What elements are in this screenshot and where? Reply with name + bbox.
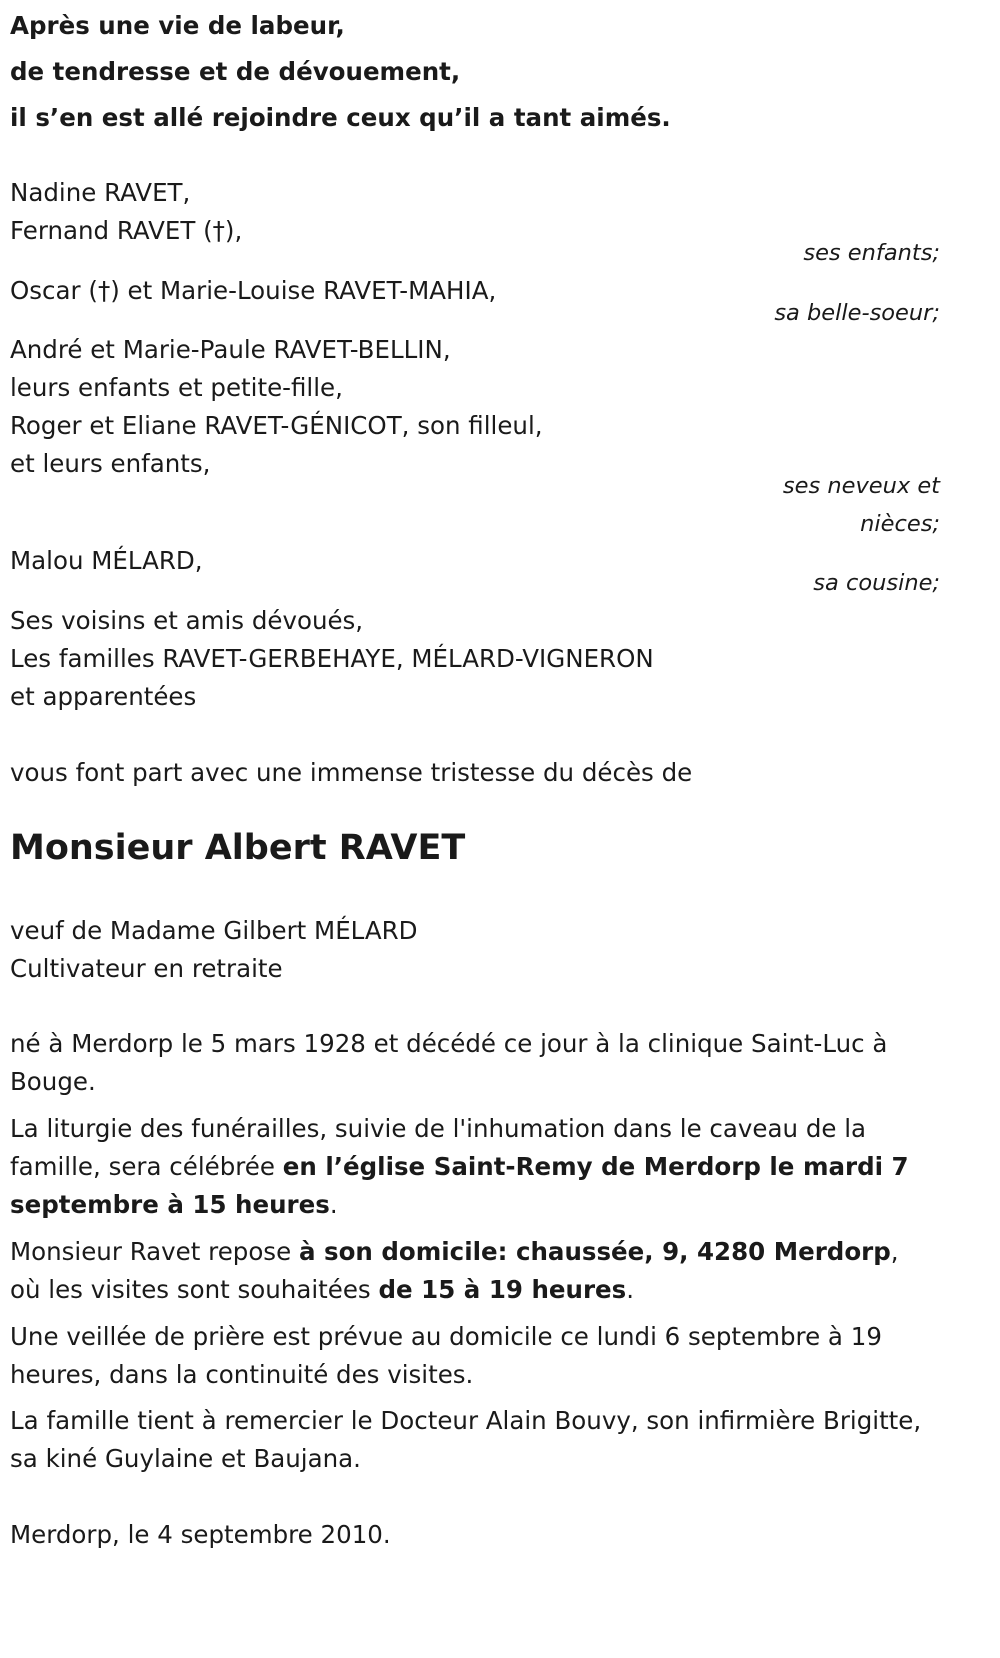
deceased-widower: veuf de Madame Gilbert MÉLARD	[10, 916, 418, 945]
deceased-name: Monsieur Albert RAVET	[10, 828, 466, 868]
intro-line-1: Après une vie de labeur,	[10, 11, 345, 40]
family-nadine: Nadine RAVET,	[10, 178, 191, 207]
relation-children: ses enfants;	[803, 240, 940, 266]
relation-sister-in-law: sa belle-soeur;	[774, 300, 940, 326]
deceased-profession: Cultivateur en retraite	[10, 954, 283, 983]
repose-text-c: , où les visites sont souhaitées	[10, 1237, 899, 1304]
repose-text-b: à son domicile: chaussée, 9, 4280 Merdorp	[298, 1237, 891, 1266]
relation-cousin: sa cousine;	[813, 570, 940, 596]
repose-text-e: .	[626, 1275, 635, 1304]
family-et-leurs-enfants: et leurs enfants,	[10, 449, 211, 478]
family-fernand: Fernand RAVET (†),	[10, 216, 243, 245]
family-oscar: Oscar (†) et Marie-Louise RAVET-MAHIA,	[10, 276, 497, 305]
family-familles: Les familles RAVET-GERBEHAYE, MÉLARD-VIGNERON	[10, 644, 654, 673]
family-apparentees: et apparentées	[10, 682, 197, 711]
family-malou: Malou MÉLARD,	[10, 546, 203, 575]
repose-text-a: Monsieur Ravet repose	[10, 1237, 299, 1266]
relation-nephews-2: nièces;	[860, 511, 940, 537]
thanks-paragraph: La famille tient à remercier le Docteur Alain Bouvy, son infirmière Brigitte, sa kiné Guylaine et Baujana.	[10, 1406, 922, 1473]
intro-line-2: de tendresse et de dévouement,	[10, 57, 461, 86]
family-leurs-enfants: leurs enfants et petite-fille,	[10, 373, 343, 402]
repose-paragraph	[10, 1233, 935, 1309]
announcement-line: vous font part avec une immense tristesse du décès de	[10, 758, 693, 787]
family-roger: Roger et Eliane RAVET-GÉNICOT, son filleul,	[10, 411, 543, 440]
family-andre: André et Marie-Paule RAVET-BELLIN,	[10, 335, 451, 364]
liturgy-text-a: La liturgie des funérailles, suivie de l'inhumation dans le caveau de la famille, sera célébrée	[10, 1114, 867, 1181]
relation-nephews-1: ses neveux et	[782, 473, 940, 499]
vigil-paragraph: Une veillée de prière est prévue au domicile ce lundi 6 septembre à 19 heures, dans la continuité des visites.	[10, 1322, 882, 1389]
repose-text-d: de 15 à 19 heures	[378, 1275, 627, 1304]
family-voisins: Ses voisins et amis dévoués,	[10, 606, 364, 635]
birth-paragraph: né à Merdorp le 5 mars 1928 et décédé ce jour à la clinique Saint-Luc à Bouge.	[10, 1029, 888, 1096]
closing-place-date: Merdorp, le 4 septembre 2010.	[10, 1520, 391, 1549]
liturgy-paragraph	[10, 1110, 935, 1224]
liturgy-text-b: en l’église Saint-Remy de Merdorp le mardi 7 septembre à 15 heures	[10, 1152, 909, 1219]
liturgy-text-c: .	[329, 1190, 338, 1219]
intro-line-3: il s’en est allé rejoindre ceux qu’il a tant aimés.	[10, 103, 671, 132]
